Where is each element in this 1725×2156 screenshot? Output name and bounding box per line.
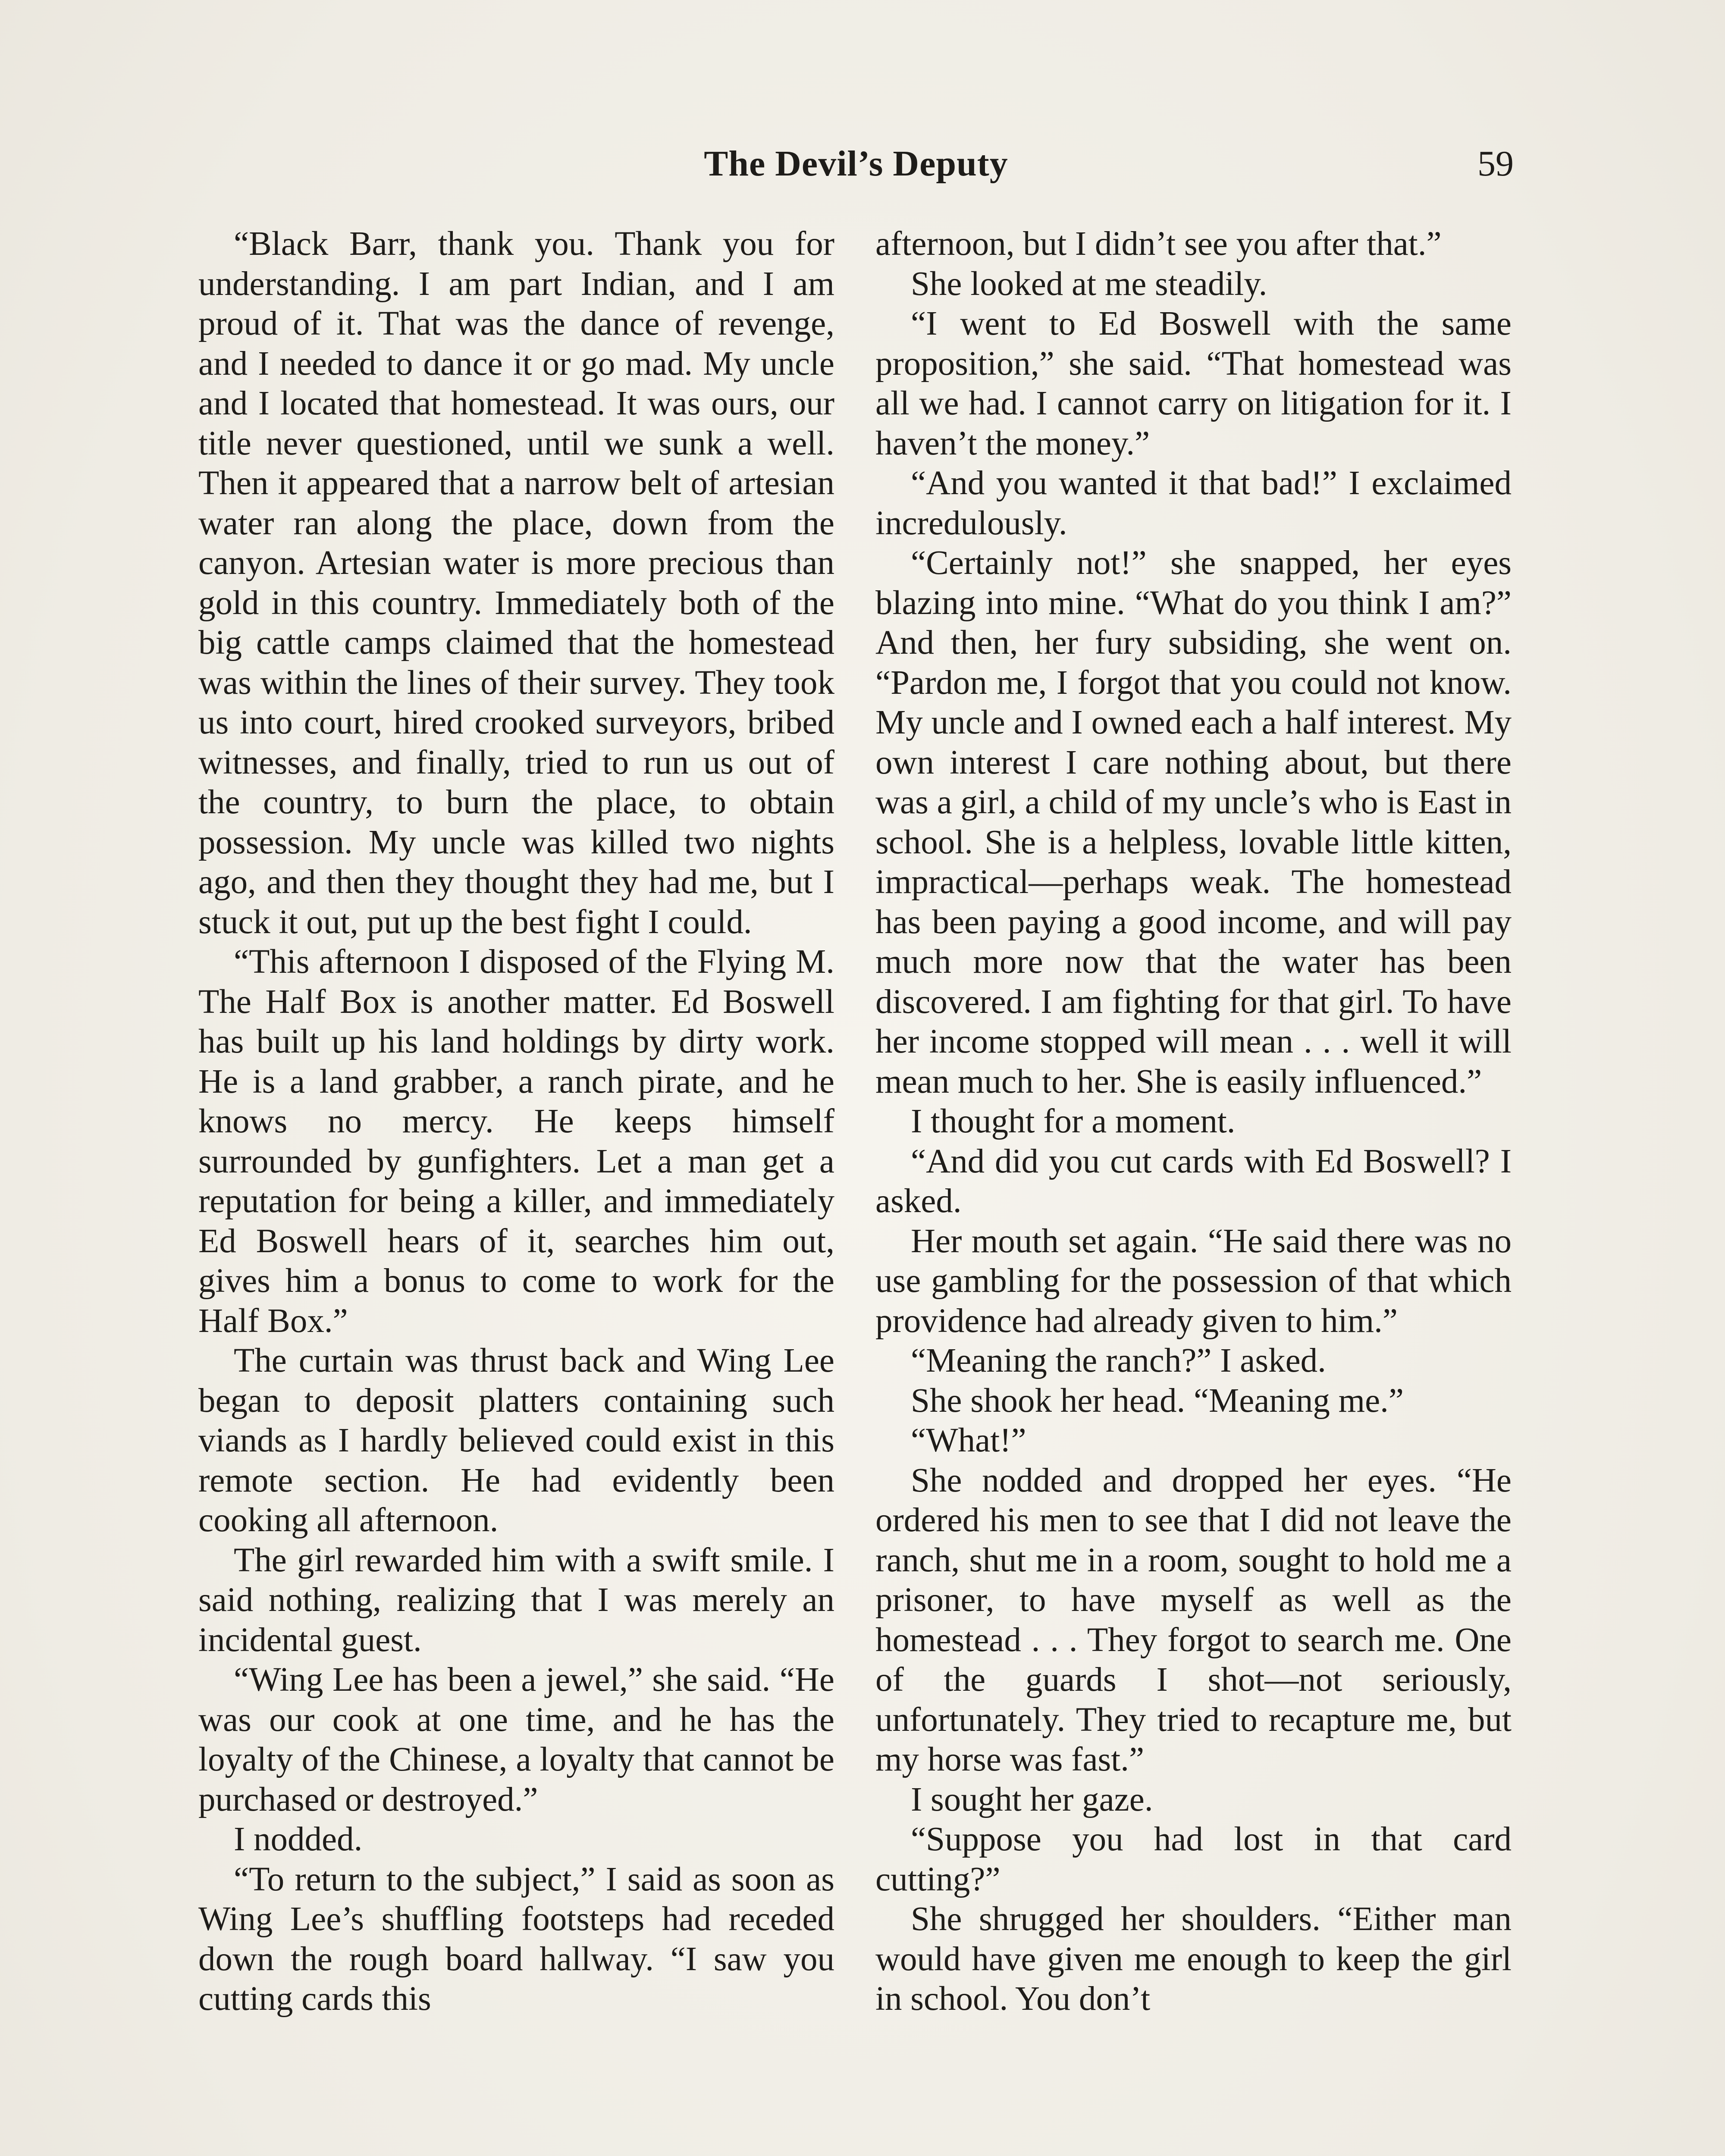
page-title: The Devil’s Deputy bbox=[704, 144, 1008, 184]
paragraph: I nodded. bbox=[234, 1821, 363, 1858]
page-number: 59 bbox=[1477, 144, 1514, 184]
paragraph: “Wing Lee has been a jewel,” she said. “He was our cook at one time, and he has the loyalty of the Chinese, a loyalty that cannot be purchased or destroyed.” bbox=[198, 1661, 834, 1818]
paragraph: The curtain was thrust back and Wing Lee began to deposit platters containing such viands as I hardly believed could exist in this remote section. He had evidently been cooking all afternoon. bbox=[198, 1342, 834, 1539]
paragraph: The girl rewarded him with a swift smile. I said nothing, realizing that I was merely an incidental guest. bbox=[198, 1541, 834, 1659]
paragraph: Her mouth set again. “He said there was no use gambling for the possession of that which providence had already given to him.” bbox=[875, 1222, 1512, 1340]
paragraph: “And you wanted it that bad!” I exclaimed incredulously. bbox=[875, 464, 1512, 542]
running-head bbox=[198, 138, 1514, 198]
paragraph: She shrugged her shoulders. “Either man would have given me enough to keep the girl in school. You don’t bbox=[875, 1900, 1512, 2018]
paragraph: “Suppose you had lost in that card cutting?” bbox=[875, 1821, 1512, 1898]
paragraph: “And did you cut cards with Ed Boswell? I asked. bbox=[875, 1142, 1512, 1220]
paragraph: I sought her gaze. bbox=[911, 1780, 1153, 1818]
paragraph: “Certainly not!” she snapped, her eyes blazing into mine. “What do you think I am?” And then, her fury subsiding, she went on. “Pardon me, I forgot that you could not know. My uncle and I owned each a half interest. My own interest I care nothing about, but there was a girl, a child of my uncle’s who is East in school. She is a helpless, lovable little kitten, impractical—perhaps weak. The homestead has been paying a good income, and will pay much more now that the water has been discovered. I am fighting for that girl. To have her income stopped will mean . . . well it will mean much to her. She is easily influenced.” bbox=[875, 544, 1512, 1100]
paragraph-continuation: afternoon, but I didn’t see you after that.” bbox=[875, 225, 1442, 263]
paragraph: She looked at me steadily. bbox=[911, 265, 1267, 303]
text-column-left bbox=[198, 224, 834, 2156]
paragraph: She nodded and dropped her eyes. “He ordered his men to see that I did not leave the ranch, shut me in a room, sought to hold me a prisoner, to have myself as well as the homestead . . . They forgot to search me. One of the guards I shot—not seriously, unfortunately. They tried to recapture me, but my horse was fast.” bbox=[875, 1461, 1512, 1778]
paragraph: “What!” bbox=[911, 1422, 1026, 1459]
text-column-right bbox=[875, 224, 1512, 2156]
paragraph: She shook her head. “Meaning me.” bbox=[911, 1382, 1404, 1420]
paragraph: “Black Barr, thank you. Thank you for understanding. I am part Indian, and I am proud of it. That was the dance of revenge, and I needed to dance it or go mad. My uncle and I located that homestead. It was ours, our title never questioned, until we sunk a well. Then it appeared that a narrow belt of artesian water ran along the place, down from the canyon. Artesian water is more precious than gold in this country. Immediately both of the big cattle camps claimed that the homestead was within the lines of their survey. They took us into court, hired crooked surveyors, bribed witnesses, and finally, tried to run us out of the country, to burn the place, to obtain possession. My uncle was killed two nights ago, and then they thought they had me, but I stuck it out, put up the best fight I could. bbox=[198, 225, 834, 941]
paragraph: “Meaning the ranch?” I asked. bbox=[911, 1342, 1326, 1379]
paragraph: “This afternoon I disposed of the Flying M. The Half Box is another matter. Ed Boswell has built up his land holdings by dirty work. He is a land grabber, a ranch pirate, and he knows no mercy. He keeps himself surrounded by gunfighters. Let a man get a reputation for being a killer, and immediately Ed Boswell hears of it, searches him out, gives him a bonus to come to work for the Half Box.” bbox=[198, 943, 834, 1340]
paragraph: “I went to Ed Boswell with the same proposition,” she said. “That homestead was all we had. I cannot carry on litigation for it. I haven’t the money.” bbox=[875, 305, 1512, 462]
paragraph: I thought for a moment. bbox=[911, 1103, 1236, 1140]
paragraph: “To return to the subject,” I said as soon as Wing Lee’s shuffling footsteps had receded down the rough board hallway. “I saw you cutting cards this bbox=[198, 1860, 834, 2018]
